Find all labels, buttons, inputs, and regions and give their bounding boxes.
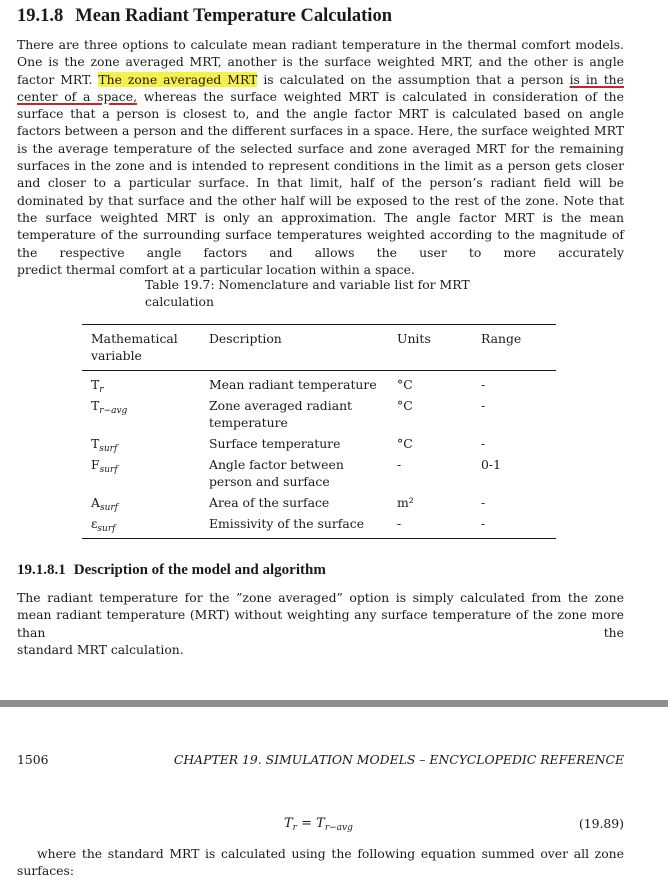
- table-cell-range: 0-1: [481, 457, 501, 472]
- page-separator: [0, 700, 668, 707]
- subsection-title: Description of the model and algorithm: [73, 562, 326, 578]
- intro-paragraph: [17, 36, 624, 278]
- table-header-rule: [82, 370, 556, 371]
- section-heading: [17, 6, 392, 27]
- table-cell-units: m²: [397, 495, 414, 510]
- table-cell-symbol: $\varepsilon_{surf}$: [91, 516, 116, 534]
- subsection-paragraph-last: standard MRT calculation.: [17, 641, 184, 657]
- table-cell-units: °C: [397, 436, 413, 451]
- table-cell-units: °C: [397, 398, 413, 413]
- table-cell-description: Emissivity of the surface: [209, 516, 365, 531]
- table-cell-symbol: $T_{surf}$: [91, 436, 118, 454]
- table-caption: Table 19.7: Nomenclature and variable list for MRT calculation: [145, 277, 470, 310]
- table-cell-range: -: [481, 495, 486, 510]
- table-cell-range: -: [481, 436, 486, 451]
- intro-text-c: is calculated on the assumption that a person: [263, 71, 564, 87]
- subsection-heading: [17, 562, 326, 579]
- subsection-number: 19.1.8.1: [17, 562, 66, 578]
- subsection-paragraph: The radiant temperature for the ”zone averaged” option is simply calculated from the zone mean radiant temperature (MRT) without weighting any surface temperature of the zone more than the standard MRT calculation.: [17, 590, 624, 657]
- table-cell-symbol: $T_r$: [91, 377, 104, 395]
- table-cell-description: Area of the surface: [209, 495, 330, 510]
- table-header-description: Description: [209, 331, 282, 346]
- table-cell-range: -: [481, 377, 486, 392]
- table-header-variable: Mathematical variable: [91, 331, 178, 364]
- table-cell-units: -: [397, 516, 402, 531]
- table-cell-symbol: $T_{r-avg}$: [91, 398, 128, 416]
- equation: $T_r = T_{r-avg}$: [284, 816, 353, 833]
- table-cell-description: Mean radiant temperature: [209, 377, 377, 392]
- intro-text-a: There are three options to calculate mean radiant temperature in the thermal comfort models. One is the zone averaged MRT, another is the surface weighted MRT, and the other is angle factor MRT.: [17, 37, 624, 87]
- intro-text-last: predict thermal comfort at a particular location within a space.: [17, 261, 415, 277]
- table-cell-range: -: [481, 398, 486, 413]
- table-cell-units: -: [397, 457, 402, 472]
- table-cell-description: Zone averaged radiant temperature: [209, 398, 353, 431]
- table-cell-symbol: $F_{surf}$: [91, 457, 118, 475]
- equation-number: (19.89): [578, 816, 624, 831]
- table-top-rule: [82, 324, 556, 325]
- page-number: 1506: [17, 752, 49, 767]
- table-cell-symbol: $A_{surf}$: [91, 495, 119, 513]
- intro-text-e: whereas the surface weighted MRT is calculated in consideration of the surface that a person is closest to, and the angle factor MRT is calculated based on angle factors between a person and the different surfaces in a space. Here, the surface weighted MRT is the average temperature of the selected surface and zone averaged MRT for the remaining surfaces in the zone and is intended to represent conditions in the limit as a person gets closer and closer to a particular surface. In that limit, half of the person’s radiant field will be dominated by that surface and the other half will be exposed to the rest of the zone. Note that the surface weighted MRT is only an approximation. The angle factor MRT is the mean temperature of the surrounding surface temperatures weighted according to the magnitude of the respective angle factors and allows the user to more accurately: [17, 88, 624, 260]
- running-header: CHAPTER 19. SIMULATION MODELS – ENCYCLOPEDIC REFERENCE: [173, 752, 624, 767]
- underlined-text: is in the center of a space,: [17, 71, 625, 104]
- table-header-units: Units: [397, 331, 431, 346]
- section-title: Mean Radiant Temperature Calculation: [75, 6, 392, 26]
- highlighted-text: The zone averaged MRT: [98, 71, 258, 87]
- table-header-range: Range: [481, 331, 522, 346]
- table-cell-range: -: [481, 516, 486, 531]
- table-bottom-rule: [82, 538, 556, 539]
- table-cell-units: °C: [397, 377, 413, 392]
- post-equation-paragraph: where the standard MRT is calculated using the following equation summed over all zone surfaces:: [17, 846, 624, 879]
- section-number: 19.1.8: [17, 6, 64, 26]
- table-cell-description: Surface temperature: [209, 436, 341, 451]
- table-cell-description: Angle factor between person and surface: [209, 457, 344, 490]
